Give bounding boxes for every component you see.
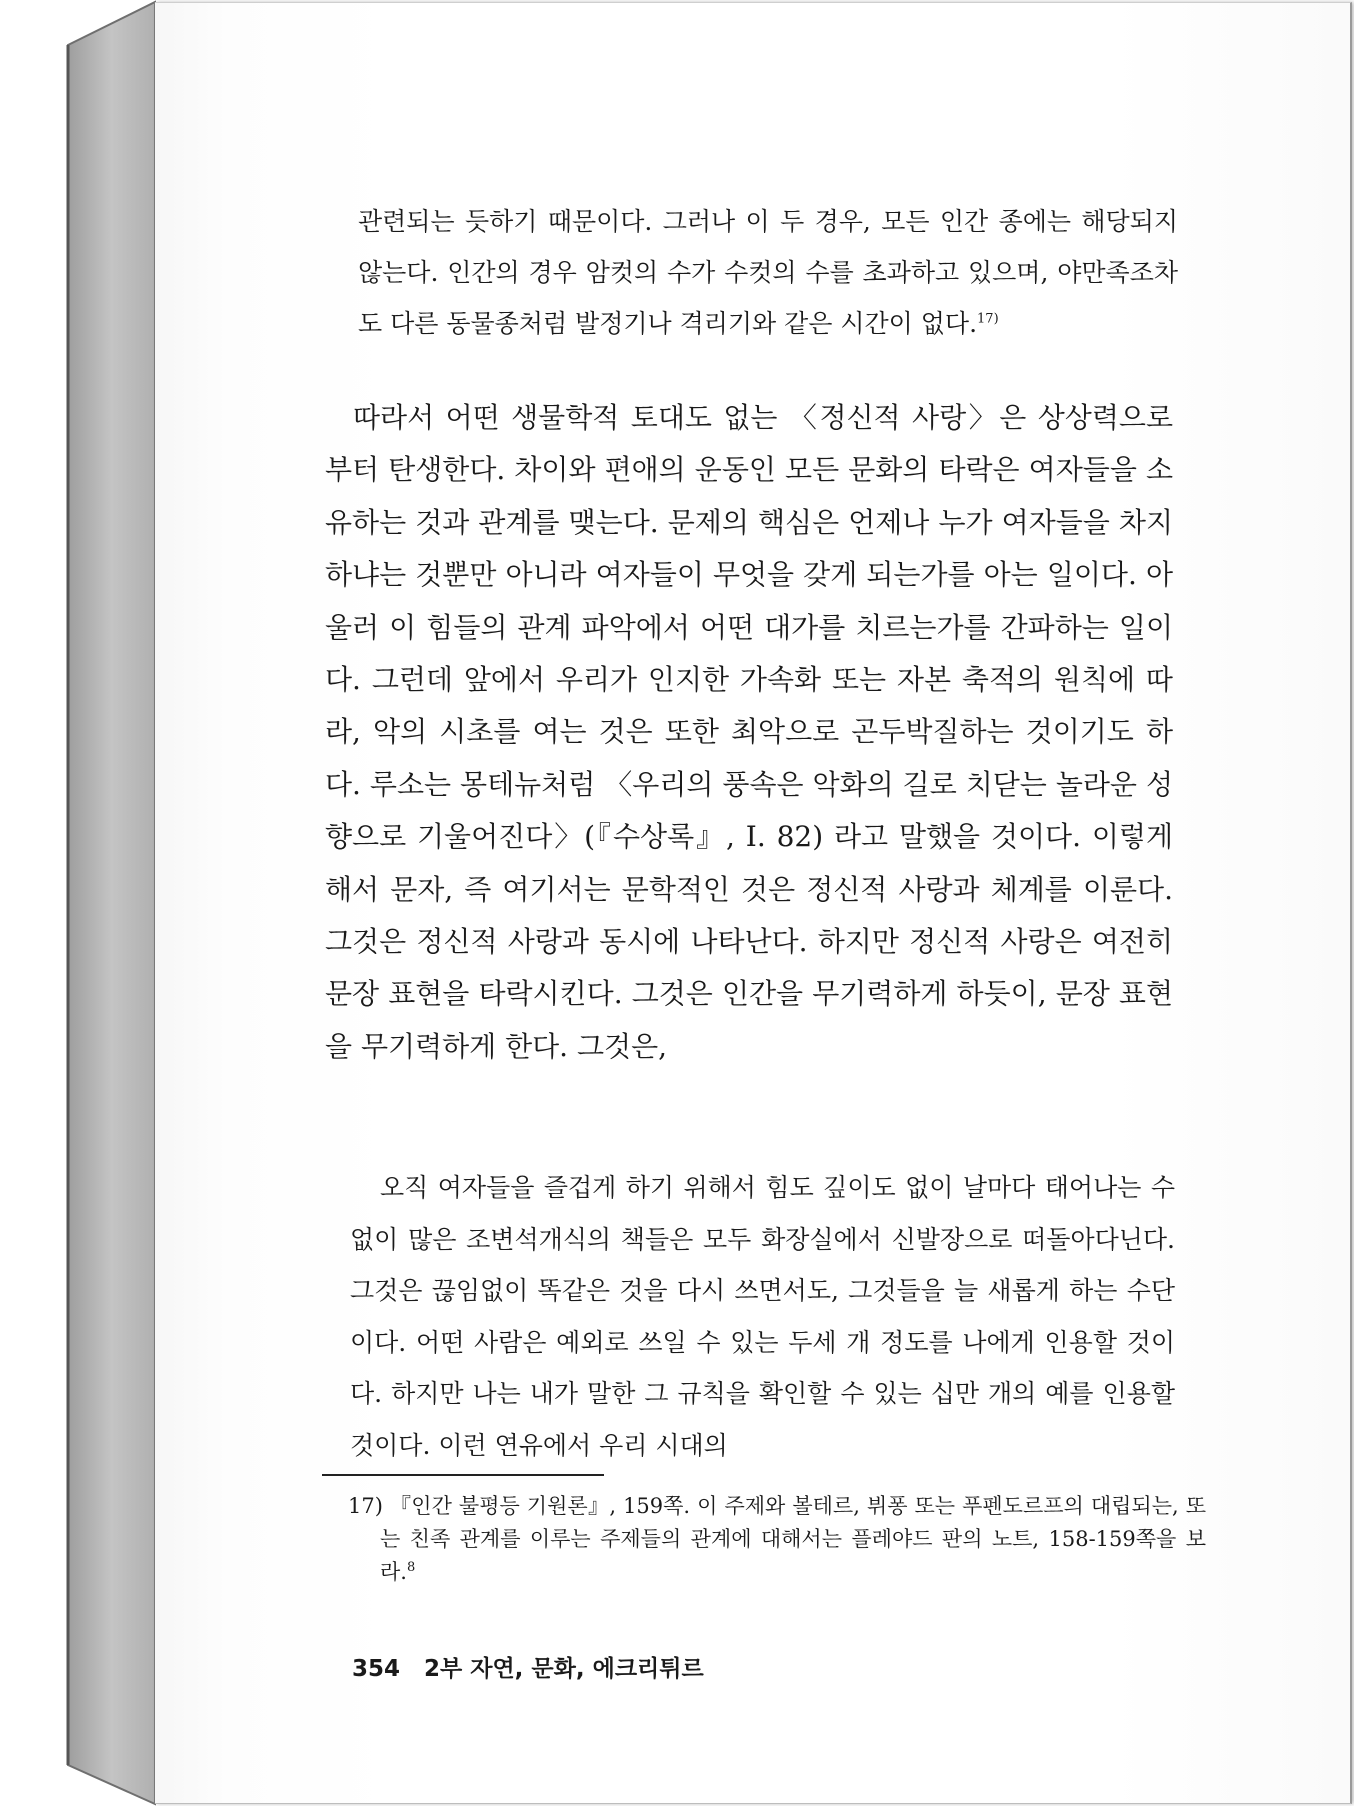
footnote-divider bbox=[322, 1474, 604, 1476]
footnote-ref-marker: 8 bbox=[406, 1560, 416, 1575]
footnote-text: 17) 『인간 불평등 기원론』, 159쪽. 이 주제와 볼테르, 뷔퐁 또는 푸펜도르프의 대립되는, 또는 친족 관계를 이루는 주제들의 관계에 대해서는 플레야드 판의 노트, 158-159쪽을 보라. bbox=[348, 1494, 1206, 1584]
page-number: 354 bbox=[352, 1656, 401, 1682]
block-quote-top bbox=[358, 196, 1178, 349]
quote-top-text: 관련되는 듯하기 때문이다. 그러나 이 두 경우, 모든 인간 종에는 해당되지 않는다. 인간의 경우 암컷의 수가 수컷의 수를 초과하고 있으며, 야만족조차도 다른 동물종처럼 발정기나 격리기와 같은 시간이 없다. bbox=[358, 207, 1178, 338]
footnote-marker: 17) bbox=[977, 311, 999, 327]
running-footer bbox=[352, 1650, 704, 1683]
quote-bottom-text: 오직 여자들을 즐겁게 하기 위해서 힘도 깊이도 없이 날마다 태어나는 수없이 많은 조변석개식의 책들은 모두 화장실에서 신발장으로 떠돌아다닌다. 그것은 끊임없이 똑같은 것을 다시 쓰면서도, 그것들을 늘 새롭게 하는 수단이다. 어떤 사람은 예외로 쓰일 수 있는 두세 개 정도를 나에게 인용할 것이다. 하지만 나는 내가 말한 그 규칙을 확인할 수 있는 십만 개의 예를 인용할 것이다. 이런 연유에서 우리 시대의 bbox=[350, 1173, 1175, 1460]
section-title: 2부 자연, 문화, 에크리튀르 bbox=[424, 1656, 704, 1682]
body-text: 따라서 어떤 생물학적 토대도 없는 〈정신적 사랑〉은 상상력으로부터 탄생한다. 차이와 편애의 운동인 모든 문화의 타락은 여자들을 소유하는 것과 관계를 맺는다. 문제의 핵심은 언제나 누가 여자들을 차지하냐는 것뿐만 아니라 여자들이 무엇을 갖게 되는가를 아는 일이다. 아울러 이 힘들의 관계 파악에서 어떤 대가를 치르는가를 간파하는 일이다. 그런데 앞에서 우리가 인지한 가속화 또는 자본 축적의 원칙에 따라, 악의 시초를 여는 것은 또한 최악으로 곤두박질하는 것이기도 하다. 루소는 몽테뉴처럼 〈우리의 풍속은 악화의 길로 치닫는 놀라운 성향으로 기울어진다〉(『수상록』, I. 82) 라고 말했을 것이다. 이렇게 해서 문자, 즉 여기서는 문학적인 것은 정신적 사랑과 체계를 이룬다. 그것은 정신적 사랑과 동시에 나타난다. 하지만 정신적 사랑은 여전히 문장 표현을 타락시킨다. 그것은 인간을 무기력하게 하듯이, 문장 표현을 무기력하게 한다. 그것은, bbox=[325, 401, 1173, 1063]
block-quote-bottom bbox=[350, 1162, 1175, 1471]
footnote bbox=[348, 1490, 1206, 1589]
body-paragraph bbox=[325, 392, 1173, 1073]
